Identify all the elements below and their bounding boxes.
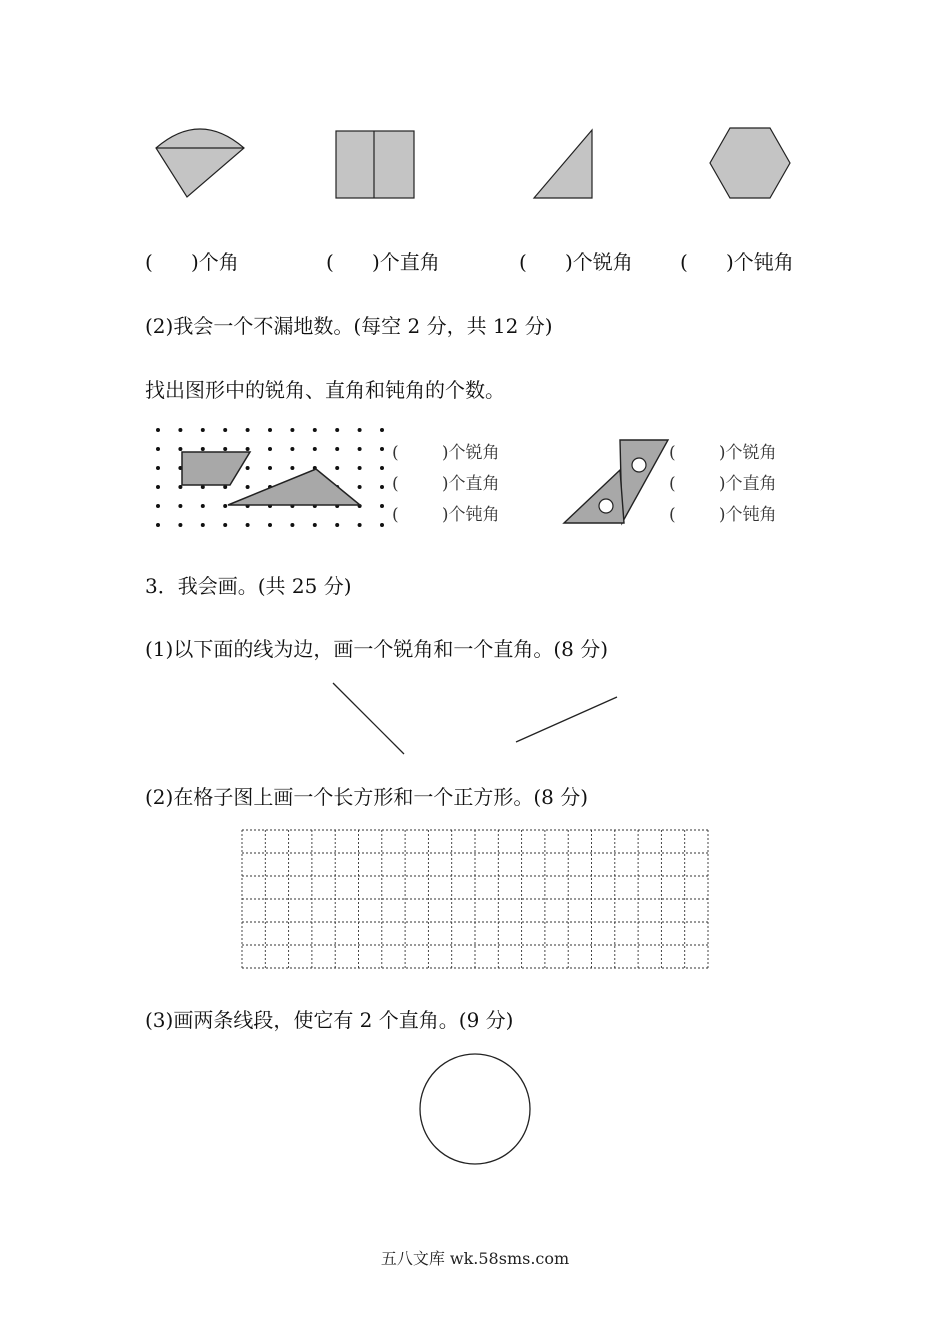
right-triangle-figure [532, 128, 596, 200]
upper-set-square [620, 440, 668, 523]
fan-shape-figure [150, 120, 250, 205]
section-3-part-2: (2)在格子图上画一个长方形和一个正方形。(8 分) [145, 785, 589, 809]
grid-dot [268, 466, 272, 470]
grid-dot [380, 466, 384, 470]
grid-dot [380, 485, 384, 489]
grid-dot [335, 523, 339, 527]
left-answer-acute: ( )个锐角 [392, 443, 500, 463]
grid-dot [380, 523, 384, 527]
grid-dot [358, 523, 362, 527]
circle-figure [416, 1050, 534, 1168]
grid-dot [268, 523, 272, 527]
grid-dot [156, 485, 160, 489]
trapezoid-shape [182, 452, 250, 485]
right-answer-right: ( )个直角 [669, 474, 777, 494]
grid-lines [242, 830, 708, 968]
grid-dot [268, 428, 272, 432]
grid-dot [290, 523, 294, 527]
grid-dot [358, 485, 362, 489]
grid-dot [335, 466, 339, 470]
upper-hole [632, 458, 646, 472]
grid-dot [380, 428, 384, 432]
section-3-part-3: (3)画两条线段，使它有 2 个直角。(9 分) [145, 1008, 514, 1032]
line-segment-right [516, 697, 617, 742]
section-2-instruction: 找出图形中的锐角、直角和钝角的个数。 [145, 378, 505, 402]
right-answer-acute: ( )个锐角 [669, 443, 777, 463]
grid-dot [201, 428, 205, 432]
grid-dot [223, 447, 227, 451]
grid-dot [223, 428, 227, 432]
set-square-figure [562, 438, 672, 528]
grid-dot [268, 447, 272, 451]
left-answer-obtuse: ( )个钝角 [392, 505, 500, 525]
grid-dot [358, 466, 362, 470]
grid-dot [246, 485, 250, 489]
grid-dot [201, 523, 205, 527]
grid-dot [178, 428, 182, 432]
line-segment-left [333, 683, 404, 754]
grid-dot [246, 523, 250, 527]
grid-dot [358, 447, 362, 451]
shape-label-acute-angles: ( )个锐角 [519, 250, 633, 274]
footer-watermark: 五八文库 wk.58sms.com [380, 1249, 570, 1268]
grid-dot [223, 504, 227, 508]
grid-dot [313, 428, 317, 432]
shape-label-angles: ( )个角 [145, 250, 239, 274]
grid-dot [156, 523, 160, 527]
grid-dot [223, 523, 227, 527]
right-answer-obtuse: ( )个钝角 [669, 505, 777, 525]
grid-dot [156, 466, 160, 470]
grid-dot [335, 428, 339, 432]
grid-dot [290, 466, 294, 470]
grid-dot [201, 447, 205, 451]
dot-grid-figure [150, 422, 390, 528]
left-answer-right: ( )个直角 [392, 474, 500, 494]
section-2-heading: (2)我会一个不漏地数。(每空 2 分，共 12 分) [145, 314, 553, 338]
given-line-segments [330, 680, 620, 760]
grid-dot [335, 447, 339, 451]
grid-dot [246, 447, 250, 451]
lower-set-square [564, 470, 624, 523]
grid-dot [178, 504, 182, 508]
grid-dot [380, 447, 384, 451]
lower-hole [599, 499, 613, 513]
hexagon-figure [708, 125, 792, 201]
shape-label-right-angles: ( )个直角 [326, 250, 440, 274]
grid-dot [290, 447, 294, 451]
grid-dot [313, 447, 317, 451]
section-3-part-1: (1)以下面的线为边，画一个锐角和一个直角。(8 分) [145, 637, 609, 661]
grid-dot [178, 523, 182, 527]
drawing-grid[interactable] [241, 829, 709, 969]
grid-dot [313, 523, 317, 527]
grid-dot [201, 504, 205, 508]
grid-dot [178, 447, 182, 451]
section-3-heading: 3．我会画。(共 25 分) [145, 574, 352, 598]
grid-dot [246, 466, 250, 470]
grid-dot [156, 428, 160, 432]
grid-dot [156, 447, 160, 451]
grid-dot [380, 504, 384, 508]
grid-dot [290, 428, 294, 432]
grid-dot [156, 504, 160, 508]
grid-dot [358, 428, 362, 432]
split-square-figure [335, 130, 417, 200]
shape-label-obtuse-angles: ( )个钝角 [680, 250, 794, 274]
grid-dot [246, 428, 250, 432]
